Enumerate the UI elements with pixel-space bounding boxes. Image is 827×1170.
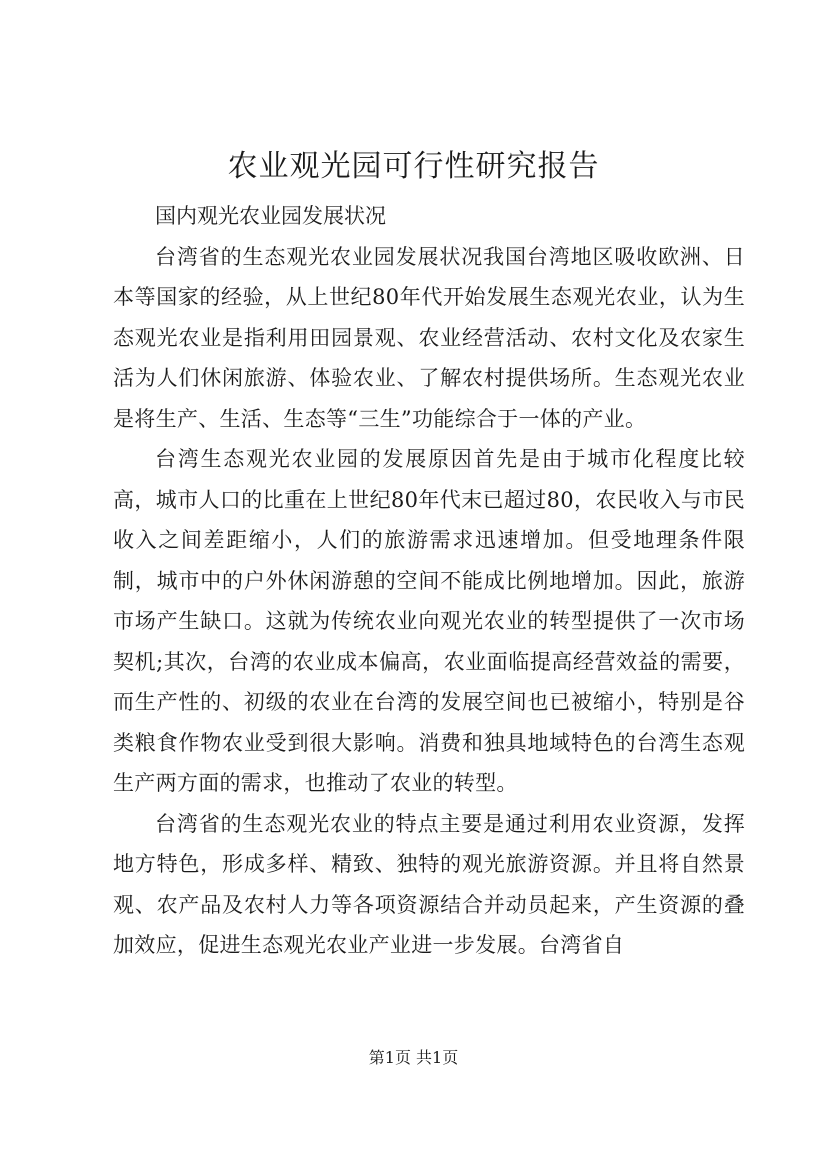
- paragraph-1: 台湾省的生态观光农业园发展状况我国台湾地区吸收欧洲、日本等国家的经验，从上世纪80年代开始发展生态观光农业，认为生态观光农业是指利用田园景观、农业经营活动、农村文化及农家生活为人们休闲旅游、体验农业、了解农村提供场所。生态观光农业是将生产、生活、生态等“三生”功能综合于一体的产业。: [113, 244, 745, 431]
- paragraph-2: 台湾生态观光农业园的发展原因首先是由于城市化程度比较高，城市人口的比重在上世纪80年代末已超过80，农民收入与市民收入之间差距缩小，人们的旅游需求迅速增加。但受地理条件限制，城市中的户外休闲游憩的空间不能成比例地增加。因此，旅游市场产生缺口。这就为传统农业向观光农业的转型提供了一次市场契机;其次，台湾的农业成本偏高，农业面临提高经营效益的需要，而生产性的、初级的农业在台湾的发展空间也已被缩小，特别是谷类粮食作物农业受到很大影响。消费和独具地域特色的台湾生态观生产两方面的需求，也推动了农业的转型。: [113, 447, 745, 795]
- page-number-footer: 第1页 共1页: [368, 1048, 459, 1067]
- paragraph-3: 台湾省的生态观光农业的特点主要是通过利用农业资源，发挥地方特色，形成多样、精致、独特的观光旅游资源。并且将自然景观、农产品及农村人力等各项资源结合并动员起来，产生资源的叠加效应，促进生态观光农业产业进一步发展。台湾省自: [113, 811, 745, 957]
- section-heading: 国内观光农业园发展状况: [155, 204, 386, 228]
- document-title: 农业观光园可行性研究报告: [227, 149, 600, 184]
- document-body: [113, 196, 745, 966]
